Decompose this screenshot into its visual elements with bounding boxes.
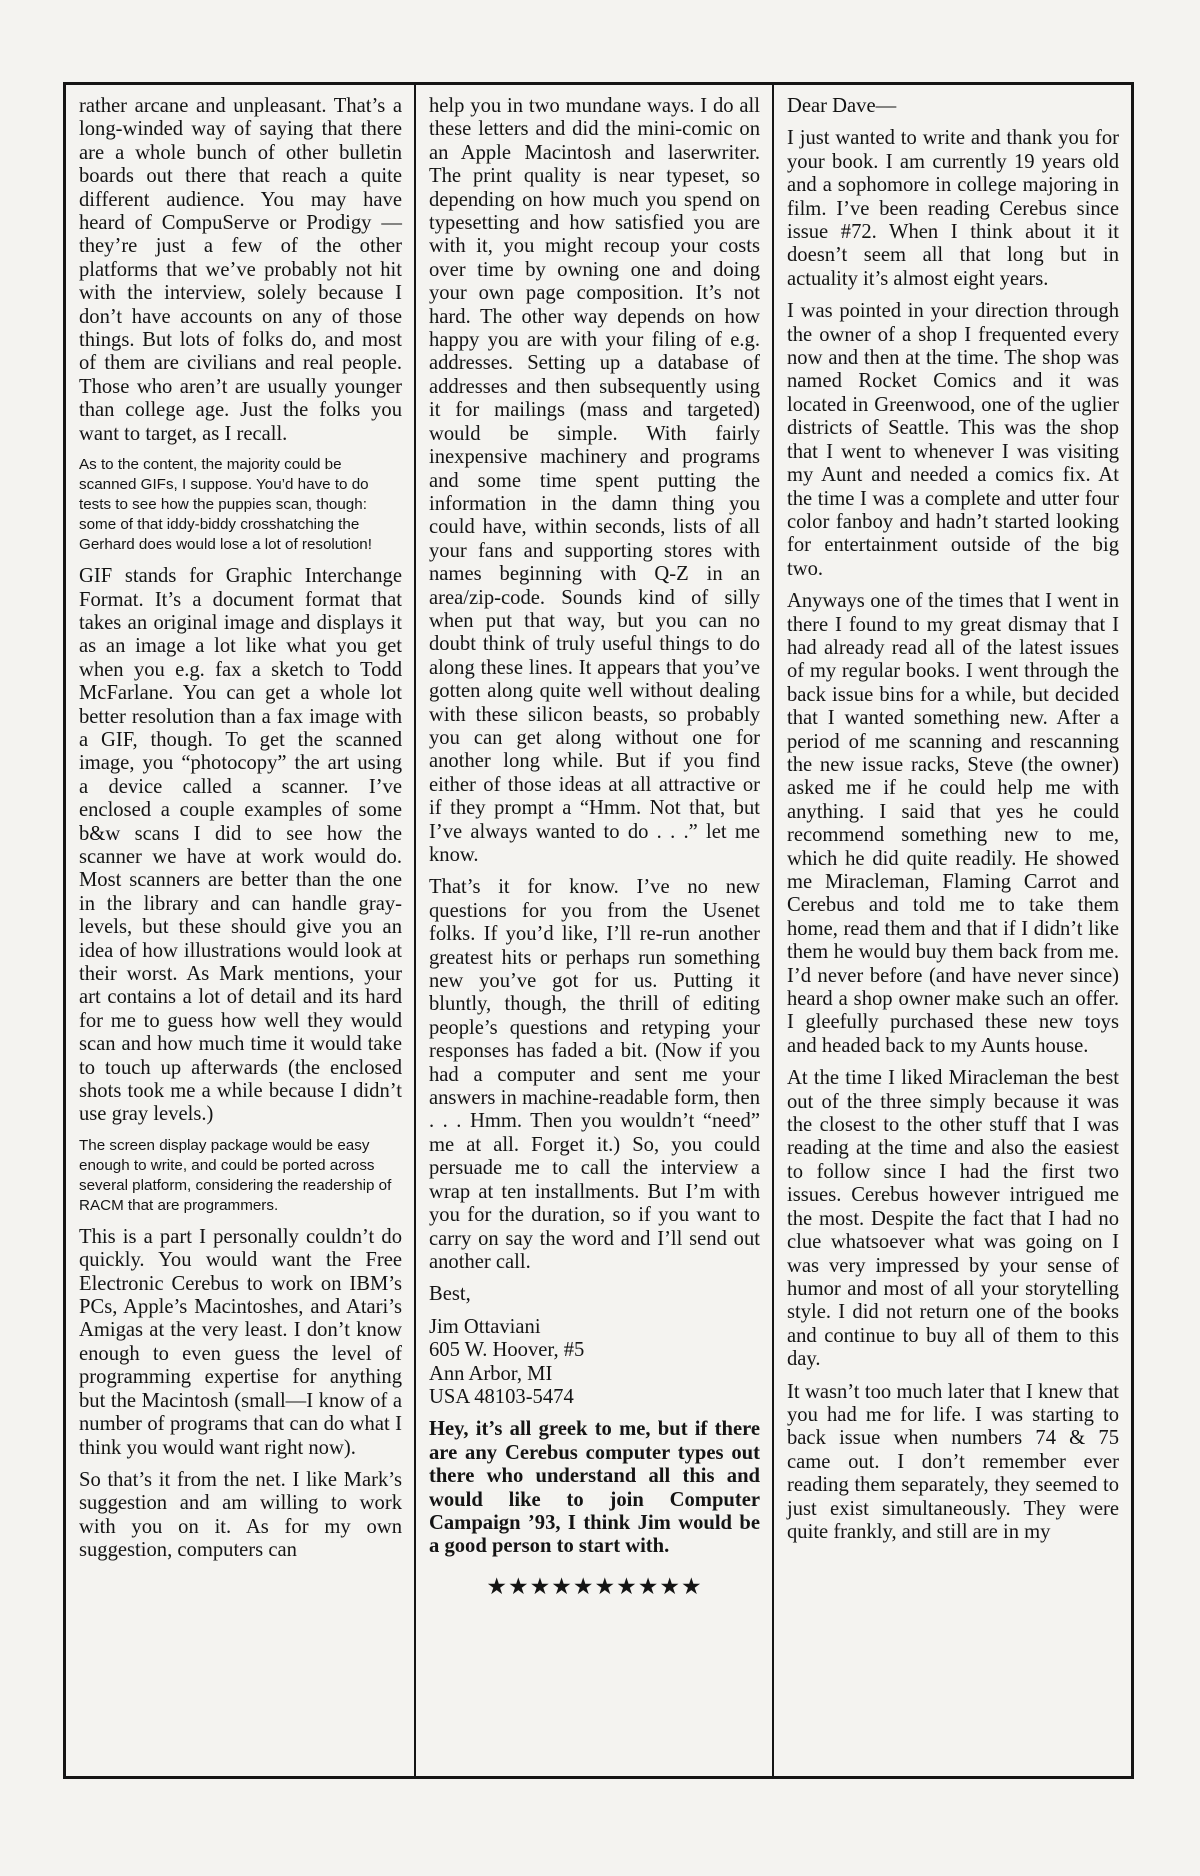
paragraph: At the time I liked Miracleman the best out of the three simply because it was the closest to the other stuff that I was reading at the time and also the easiest to follow since I had the first two issues. Cerebus however intrigued me the most. Despite the fact that I had no clue whatsoever what was going on I was very impressed by your sense of humor and most of all your storytelling style. I did not return one of the books and continue to buy all of them to this day. <box>787 1067 1119 1371</box>
paragraph: I just wanted to write and thank you for your book. I am currently 19 years old and a sophomore in college majoring in film. I’ve been reading Cerebus since issue #72. When I think about it it doesn’t seem all that long but in actuality it’s almost eight years. <box>787 127 1119 290</box>
paragraph: GIF stands for Graphic Interchange Format. It’s a document format that takes an original image and displays it as an image a lot like what you get when you e.g. fax a sketch to Todd McFarlane. You can get a whole lot better resolution than a fax image with a GIF, though. To get the scanned image, you “photocopy” the art using a device called a scanner. I’ve enclosed a couple examples of some b&w scans I did to see how the scanner we have at work would do. Most scanners are better than the one in the library and can handle gray-levels, but these should give you an idea of how illustrations would look at their worst. As Mark mentions, your art contains a lot of detail and its hard for me to guess how well they would scan and how much time it would take to touch up afterwards (the enclosed shots took me a while because I didn’t use gray levels.) <box>79 565 402 1126</box>
quoted-paragraph: The screen display package would be easy enough to write, and could be ported across several platform, considering the readership of RACM that are programmers. <box>79 1136 392 1214</box>
quoted-paragraph: As to the content, the majority could be scanned GIFs, I suppose. You’d have to do tests to see how the puppies scan, though: some of that iddy-biddy crosshatching the Gerhard does would lose a lot of resolution! <box>79 456 372 554</box>
letter-greeting: Dear Dave— <box>787 95 897 117</box>
column-left <box>66 85 416 1776</box>
paragraph: This is a part I personally couldn’t do quickly. You would want the Free Electronic Cerebus to work on IBM’s PCs, Apple’s Macintoshes, and Atari’s Amigas at the very least. I don’t know enough to even guess the level of programming expertise for anything but the Macintosh (small—I know of a number of programs that can do what I think you would want right now). <box>79 1225 402 1459</box>
paragraph: It wasn’t too much later that I knew that you had me for life. I was starting to back issue when numbers 74 & 75 came out. I don’t remember ever reading them separately, they seemed to just exist simultaneously. They were quite frankly, and still are in my <box>787 1380 1119 1543</box>
paragraph: So that’s it from the net. I like Mark’s suggestion and am willing to work with you on it. As for my own suggestion, computers can <box>79 1468 402 1562</box>
paragraph: I was pointed in your direction through the owner of a shop I frequented every now and then at the time. The shop was named Rocket Comics and it was located in Greenwood, one of the uglier districts of Seattle. This was the shop that I went to whenever I was visiting my Aunt and needed a comics fix. At the time I was a complete and utter four color fanboy and hadn’t started looking for entertainment outside of the big two. <box>787 300 1119 580</box>
paragraph: Anyways one of the times that I went in there I found to my great dismay that I had already read all of the latest issues of my regular books. I went through the back issue bins for a while, but decided that I wanted something new. After a period of me scanning and rescanning the new issue racks, Steve (the owner) asked me if he could help me with anything. I said that yes he could recommend something new to me, which he did quite readily. He showed me Miracleman, Flaming Carrot and Cerebus and told me to take them home, read them and that if I didn’t like them he would buy them back from me. I’d never before (and have never since) heard a shop owner make such an offer. I gleefully purchased these new toys and headed back to my Aunts house. <box>787 590 1119 1057</box>
editor-reply: Hey, it’s all greek to me, but if there are any Cerebus computer types out there who understand all this and would like to join Computer Campaign ’93, I think Jim would be a good person to start with. <box>429 1418 760 1558</box>
letter-closing: Best, <box>429 1283 471 1306</box>
paragraph: help you in two mundane ways. I do all these letters and did the mini-comic on an Apple Macintosh and laserwriter. The print quality is near typeset, so depending on how much you spend on typesetting and how satisfied you are with it, you might recoup your costs over time by owning one and doing your own page composition. It’s not hard. The other way depends on how happy you are with your filing of e.g. addresses. Setting up a database of addresses and then subsequently using it for mailings (mass and targeted) would be simple. With fairly inexpensive machinery and programs and some time spent putting the information in the damn thing you could have, within seconds, lists of all your fans and supporting stores with names beginning with Q-Z in an area/zip-code. Sounds kind of silly when put that way, but you can no doubt think of truly useful things to do along these lines. It appears that you’ve gotten along quite well without dealing with these silicon beasts, so probably you can get along without one for another long while. But if you find either of those ideas at all attractive or if they prompt a “Hmm. Not that, but I’ve always wanted to do . . .” let me know. <box>429 95 760 866</box>
letter-signature: Jim Ottaviani 605 W. Hoover, #5 Ann Arbor, MI USA 48103-5474 <box>429 1315 585 1408</box>
paragraph: rather arcane and unpleasant. That’s a long-winded way of saying that there are a whole bunch of other bulletin boards out there that reach a quite different audience. You may have heard of CompuServe or Prodigy — they’re just a few of the other platforms that we’ve probably not hit with the interview, solely because I don’t have accounts on any of those things. But lots of folks do, and most of them are civilians and real people. Those who aren’t are usually younger than college age. Just the folks you want to target, as I recall. <box>79 95 402 445</box>
letters-page-frame <box>63 82 1134 1779</box>
star-separator: ★★★★★★★★★★ <box>486 1573 703 1599</box>
column-middle <box>416 85 774 1776</box>
paragraph: That’s it for know. I’ve no new questions for you from the Usenet folks. If you’d like, I’ll re-run another greatest hits or perhaps run something new you’ve got for us. Putting it bluntly, though, the thrill of editing people’s questions and retyping your responses has faded a bit. (Now if you had a computer and sent me your answers in machine-readable form, then . . . Hmm. Then you wouldn’t “need” me at all. Forget it.) So, you could persuade me to call the interview a wrap at ten installments. But I’m with you for the duration, so if you want to carry on say the word and I’ll send out another call. <box>429 876 760 1273</box>
column-right <box>774 85 1131 1776</box>
